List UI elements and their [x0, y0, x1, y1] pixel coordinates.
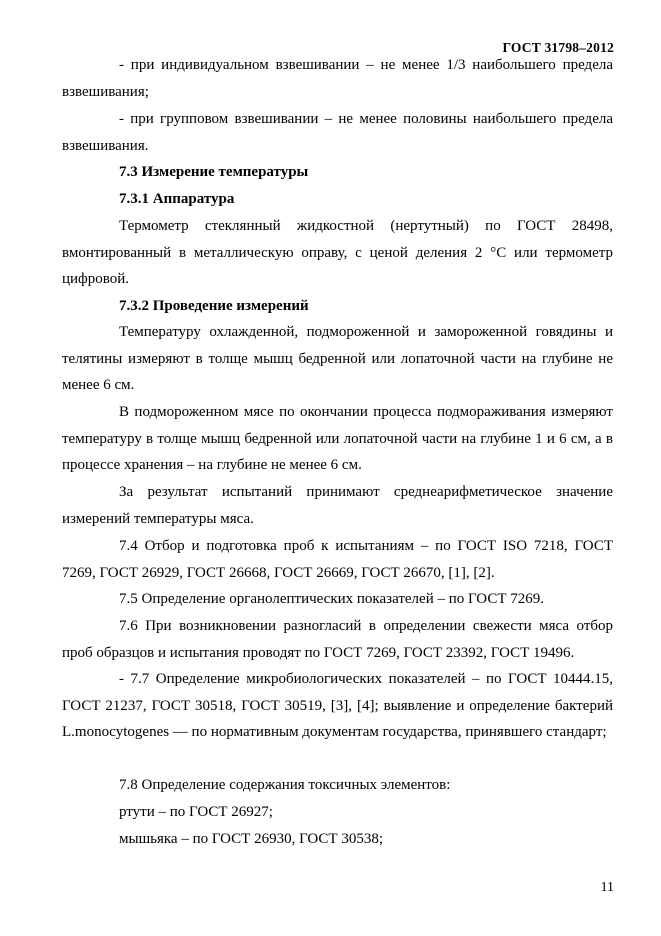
section-heading-7-3: 7.3 Измерение температуры — [119, 164, 309, 180]
list-item-mercury: ртути – по ГОСТ 26927; — [119, 804, 273, 820]
paragraph-thermometer: Термометр стеклянный жидкостной (нертутный) по ГОСТ 28498, вмонтированный в металлическую оправу, с ценой деления 2 °С или термометр цифровой. — [62, 218, 613, 287]
paragraph-7-4: 7.4 Отбор и подготовка проб к испытаниям – по ГОСТ ISO 7218, ГОСТ 7269, ГОСТ 26929, ГОСТ 26668, ГОСТ 26669, ГОСТ 26670, [1], [2]. — [62, 538, 613, 581]
paragraph-7-7: - 7.7 Определение микробиологических показателей – по ГОСТ 10444.15, ГОСТ 21237, ГОСТ 30518, ГОСТ 30519, [3], [4]; выявление и определение бактерий L.monocytogenes — по нормативным документам государства, принявшего стандарт; — [62, 671, 613, 740]
paragraph-temperature-measurement: Температуру охлажденной, подмороженной и замороженной говядины и телятины измеряют в толще мышц бедренной или лопаточной части на глубине не менее 6 см. — [62, 324, 613, 393]
paragraph-result: За результат испытаний принимают среднеарифметическое значение измерений температуры мяса. — [62, 484, 613, 527]
paragraph-7-6: 7.6 При возникновении разногласий в определении свежести мяса отбор проб образцов и испытания проводят по ГОСТ 7269, ГОСТ 23392, ГОСТ 19496. — [62, 618, 613, 661]
document-id: ГОСТ 31798–2012 — [502, 40, 614, 55]
paragraph-7-8: 7.8 Определение содержания токсичных элементов: — [119, 777, 451, 793]
paragraph-frozen-meat: В подмороженном мясе по окончании процесса подмораживания измеряют температуру в толще мышц бедренной или лопаточной части на глубине 1 и 6 см, а в процессе хранения – на глубине не менее 6 см. — [62, 404, 613, 473]
subsection-heading-7-3-1: 7.3.1 Аппаратура — [119, 191, 235, 207]
paragraph-group-weighing: - при групповом взвешивании – не менее половины наибольшего предела взвешивания. — [62, 111, 613, 154]
subsection-heading-7-3-2: 7.3.2 Проведение измерений — [119, 298, 309, 314]
paragraph-individual-weighing: - при индивидуальном взвешивании – не менее 1/3 наибольшего предела взвешивания; — [62, 57, 613, 100]
page-number: 11 — [600, 880, 614, 895]
paragraph-7-5: 7.5 Определение органолептических показателей – по ГОСТ 7269. — [119, 591, 544, 607]
list-item-arsenic: мышьяка – по ГОСТ 26930, ГОСТ 30538; — [119, 831, 383, 847]
